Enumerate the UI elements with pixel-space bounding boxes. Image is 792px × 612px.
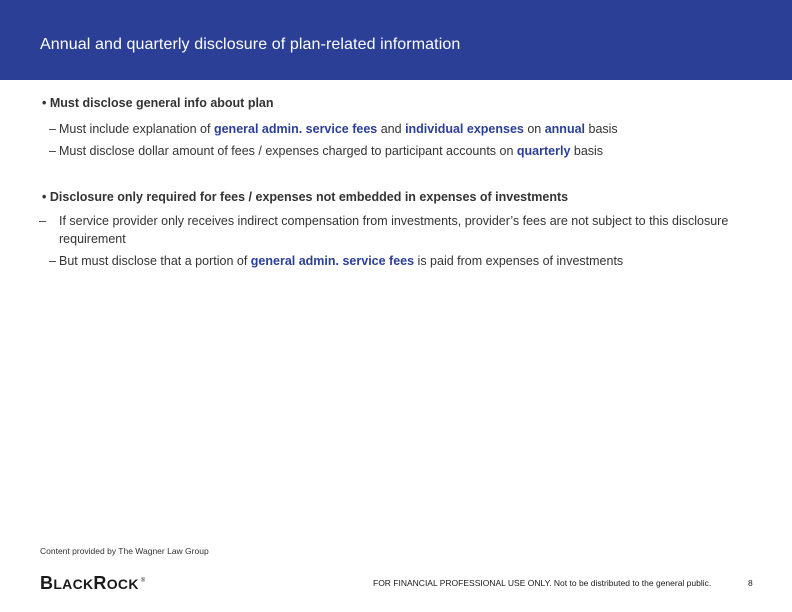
slide-title: Annual and quarterly disclosure of plan-related information xyxy=(40,36,461,53)
highlight-term: general admin. service fees xyxy=(213,122,378,136)
sub-item-2-2: – But must disclose that a portion of general admin. service fees is paid from expenses of investments xyxy=(49,254,624,268)
bullet-symbol: • xyxy=(42,96,47,110)
bullet-symbol: • xyxy=(42,190,47,204)
slide-header xyxy=(0,0,792,80)
dash-symbol: – xyxy=(49,254,56,268)
registered-mark: ® xyxy=(140,578,146,584)
sub-item-1-2: – Must disclose dollar amount of fees / expenses charged to participant accounts on quarterly basis xyxy=(49,144,604,158)
disclaimer-note: FOR FINANCIAL PROFESSIONAL USE ONLY. Not to be distributed to the general public. xyxy=(373,578,712,588)
highlight-term: general admin. service fees xyxy=(250,254,415,268)
bullet-heading-2: • Disclosure only required for fees / expenses not embedded in expenses of investments xyxy=(42,190,569,204)
dash-symbol: – xyxy=(49,122,56,136)
bullet-heading-1: • Must disclose general info about plan xyxy=(42,96,274,110)
dash-symbol: – xyxy=(49,144,56,158)
highlight-term: annual xyxy=(544,122,586,136)
blackrock-logo: BLACKROCK ® xyxy=(40,573,146,593)
page-number: 8 xyxy=(748,578,753,588)
source-credit: Content provided by The Wagner Law Group xyxy=(40,546,209,556)
dash-symbol: – xyxy=(39,214,46,228)
sub-item-2-1: – If service provider only receives indirect compensation from investments, provider’s fees are not subject to this disclosure requirement xyxy=(39,214,729,246)
highlight-term: individual expenses xyxy=(405,122,524,136)
highlight-term: quarterly xyxy=(516,144,571,158)
sub-item-1-1: – Must include explanation of general admin. service fees and individual expenses on annual basis xyxy=(49,122,618,136)
